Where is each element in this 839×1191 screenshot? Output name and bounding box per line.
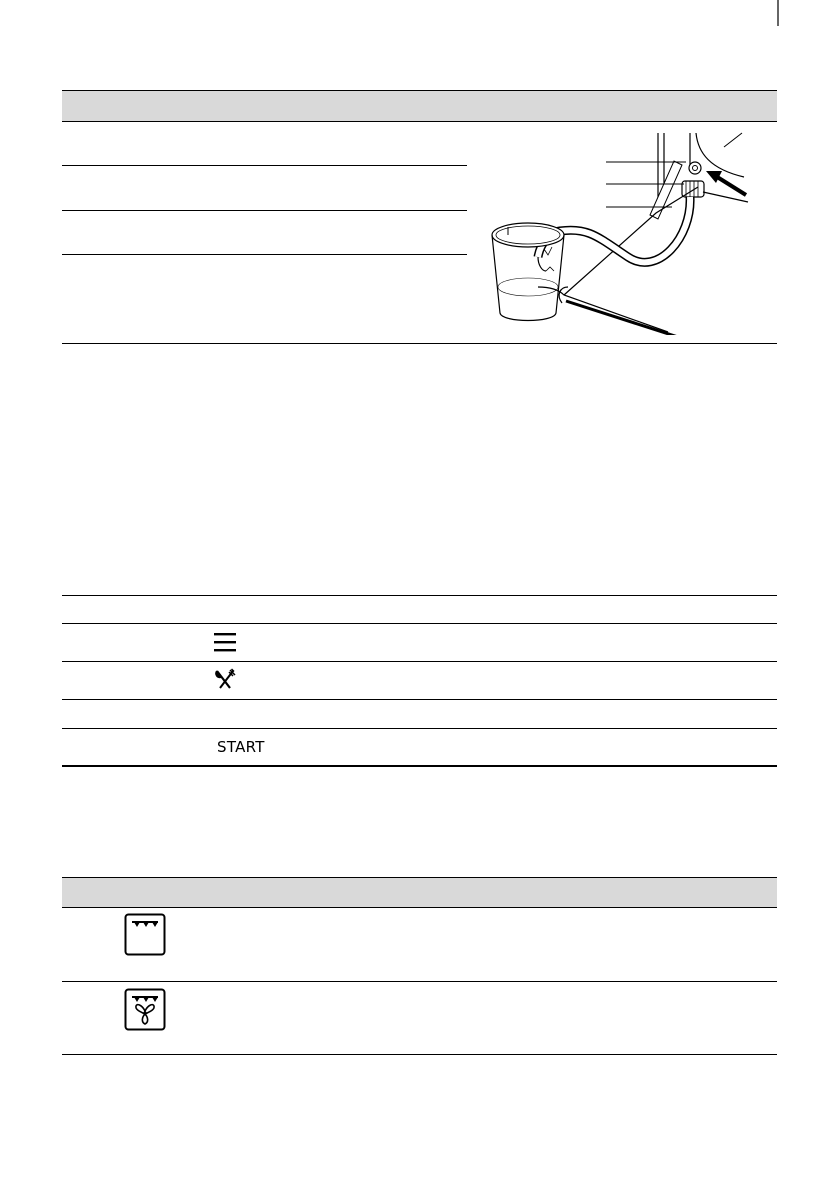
table-row-divider [62,699,777,700]
table-row-divider [62,728,777,729]
page-corner-mark [0,0,839,40]
table-2-bottom-border [62,765,777,767]
table-1-bottom-border [62,343,777,344]
table-row-divider [62,981,777,982]
table-row-divider [62,623,777,624]
cutlery-icon [213,668,237,692]
menu-icon [213,630,237,654]
callout-lines [606,160,696,214]
top-heat-fan-icon [124,988,166,1031]
table-1-row-divider [62,254,467,255]
table-3-bottom-border [62,1054,777,1055]
table-2-top-border [62,595,777,596]
start-button-label: START [217,738,265,756]
table-1-row-divider [62,210,467,211]
table-1-row-divider [62,165,467,166]
table-1-header [62,90,777,122]
table-3-header [62,877,777,908]
water-drain-illustration [478,127,766,335]
table-row-divider [62,661,777,662]
top-heat-icon [124,913,166,956]
